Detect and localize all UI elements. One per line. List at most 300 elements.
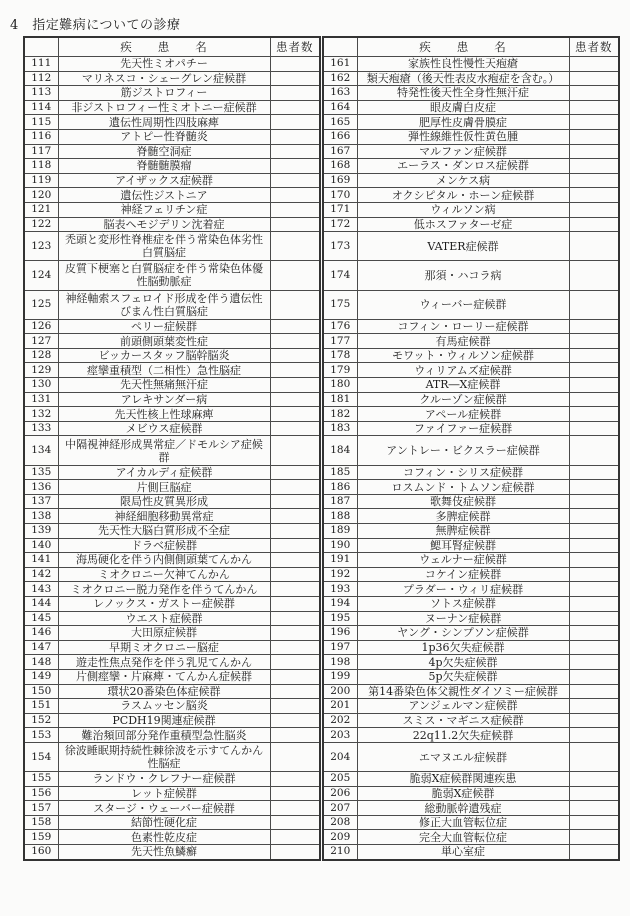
patient-count-column-header: 患者数: [270, 37, 320, 57]
patient-count-cell: [270, 815, 320, 830]
patient-count-cell: [270, 129, 320, 144]
disease-row: [323, 348, 619, 363]
patient-count-cell: [569, 86, 619, 101]
disease-number: 185: [323, 465, 357, 480]
patient-count-cell: [569, 232, 619, 261]
disease-row: [323, 392, 619, 407]
disease-row: [323, 261, 619, 290]
disease-name: ラスムッセン脳炎: [58, 699, 270, 714]
disease-name: ソトス症候群: [357, 596, 569, 611]
disease-row: [323, 129, 619, 144]
disease-name: 眼皮膚白皮症: [357, 100, 569, 115]
disease-number: 195: [323, 611, 357, 626]
disease-name: 先天性魚鱗癬: [58, 845, 270, 860]
disease-row: [24, 815, 320, 830]
disease-name: 脆弱X症候群関連疾患: [357, 772, 569, 787]
disease-name: レット症候群: [58, 786, 270, 801]
disease-number: 206: [323, 786, 357, 801]
patient-count-cell: [569, 509, 619, 524]
disease-number: 176: [323, 319, 357, 334]
disease-row: [323, 407, 619, 422]
patient-count-cell: [270, 202, 320, 217]
disease-number: 160: [24, 845, 58, 860]
disease-name: 遺伝性ジストニア: [58, 188, 270, 203]
disease-row: [323, 217, 619, 232]
disease-row: [323, 567, 619, 582]
disease-name: 遊走性焦点発作を伴う乳児てんかん: [58, 655, 270, 670]
disease-name: クルーゾン症候群: [357, 392, 569, 407]
patient-count-cell: [569, 100, 619, 115]
disease-row: [323, 845, 619, 860]
disease-number: 198: [323, 655, 357, 670]
patient-count-cell: [270, 115, 320, 130]
disease-row: [24, 334, 320, 349]
disease-number: 115: [24, 115, 58, 130]
disease-row: [24, 640, 320, 655]
disease-number: 210: [323, 845, 357, 860]
patient-count-cell: [569, 524, 619, 539]
disease-row: [323, 159, 619, 174]
disease-row: [24, 348, 320, 363]
disease-name: ウエスト症候群: [58, 611, 270, 626]
patient-count-cell: [270, 188, 320, 203]
disease-row: [24, 567, 320, 582]
disease-name: 神経軸索スフェロイド形成を伴う遺伝性びまん性白質脳症: [58, 290, 270, 319]
disease-row: [323, 494, 619, 509]
patient-count-cell: [569, 363, 619, 378]
disease-number: 134: [24, 436, 58, 465]
disease-number: 193: [323, 582, 357, 597]
disease-name: ファイファー症候群: [357, 421, 569, 436]
disease-row: [323, 801, 619, 816]
disease-number: 120: [24, 188, 58, 203]
disease-name: エマヌエル症候群: [357, 742, 569, 771]
disease-name: 那須・ハコラ病: [357, 261, 569, 290]
patient-count-cell: [569, 421, 619, 436]
disease-row: [24, 378, 320, 393]
disease-name: 1p36欠失症候群: [357, 640, 569, 655]
disease-number: 118: [24, 159, 58, 174]
disease-number: 197: [323, 640, 357, 655]
disease-name: 中隔視神経形成異常症／ドモルシア症候群: [58, 436, 270, 465]
disease-number: 179: [323, 363, 357, 378]
disease-row: [24, 480, 320, 495]
disease-number: 119: [24, 173, 58, 188]
disease-name: 筋ジストロフィー: [58, 86, 270, 101]
disease-row: [24, 261, 320, 290]
disease-name: コケイン症候群: [357, 567, 569, 582]
disease-table-left: [23, 36, 321, 861]
disease-number: 114: [24, 100, 58, 115]
patient-count-cell: [569, 188, 619, 203]
disease-name: 皮質下梗塞と白質脳症を伴う常染色体優性脳動脈症: [58, 261, 270, 290]
disease-name: 神経細胞移動異常症: [58, 509, 270, 524]
patient-count-cell: [270, 801, 320, 816]
patient-count-cell: [270, 567, 320, 582]
disease-row: [323, 465, 619, 480]
patient-count-cell: [569, 334, 619, 349]
disease-number: 162: [323, 71, 357, 86]
disease-name: ウェルナー症候群: [357, 553, 569, 568]
patient-count-cell: [270, 290, 320, 319]
disease-row: [323, 742, 619, 771]
disease-row: [24, 786, 320, 801]
patient-count-cell: [270, 524, 320, 539]
disease-number: 121: [24, 202, 58, 217]
disease-name: 肥厚性皮膚骨膜症: [357, 115, 569, 130]
patient-count-cell: [569, 159, 619, 174]
disease-name: アンジェルマン症候群: [357, 699, 569, 714]
disease-number: 170: [323, 188, 357, 203]
disease-name: 鰓耳腎症候群: [357, 538, 569, 553]
disease-row: [24, 772, 320, 787]
patient-count-cell: [569, 290, 619, 319]
patient-count-cell: [270, 407, 320, 422]
patient-count-cell: [270, 640, 320, 655]
disease-number: 150: [24, 684, 58, 699]
disease-name: 第14番染色体父親性ダイソミー症候群: [357, 684, 569, 699]
disease-name: アペール症候群: [357, 407, 569, 422]
disease-number: 166: [323, 129, 357, 144]
disease-name: 大田原症候群: [58, 626, 270, 641]
disease-row: [24, 699, 320, 714]
disease-number: 204: [323, 742, 357, 771]
disease-number: 152: [24, 713, 58, 728]
disease-row: [24, 611, 320, 626]
patient-count-cell: [270, 71, 320, 86]
patient-count-cell: [270, 480, 320, 495]
disease-number: 151: [24, 699, 58, 714]
patient-count-cell: [569, 772, 619, 787]
patient-count-cell: [569, 465, 619, 480]
patient-count-cell: [270, 786, 320, 801]
patient-count-cell: [270, 159, 320, 174]
page-title: 4 指定難病についての診療: [10, 18, 181, 33]
patient-count-cell: [569, 830, 619, 845]
disease-name: 限局性皮質異形成: [58, 494, 270, 509]
disease-row: [323, 378, 619, 393]
disease-number: 148: [24, 655, 58, 670]
disease-name: アントレー・ビクスラー症候群: [357, 436, 569, 465]
disease-row: [24, 290, 320, 319]
patient-count-cell: [270, 465, 320, 480]
patient-count-cell: [270, 538, 320, 553]
patient-count-cell: [270, 144, 320, 159]
patient-count-cell: [569, 684, 619, 699]
disease-row: [24, 57, 320, 72]
patient-count-cell: [270, 582, 320, 597]
disease-name: モワット・ウィルソン症候群: [357, 348, 569, 363]
disease-name: メビウス症候群: [58, 421, 270, 436]
patient-count-cell: [270, 611, 320, 626]
patient-count-cell: [569, 202, 619, 217]
disease-row: [323, 655, 619, 670]
patient-count-cell: [270, 772, 320, 787]
disease-row: [24, 71, 320, 86]
patient-count-cell: [270, 684, 320, 699]
patient-count-cell: [569, 480, 619, 495]
disease-row: [24, 553, 320, 568]
patient-count-cell: [569, 786, 619, 801]
patient-count-cell: [569, 801, 619, 816]
disease-name: 脳表ヘモジデリン沈着症: [58, 217, 270, 232]
disease-name: ヌーナン症候群: [357, 611, 569, 626]
disease-number: 137: [24, 494, 58, 509]
disease-number: 141: [24, 553, 58, 568]
disease-number: 196: [323, 626, 357, 641]
disease-row: [323, 188, 619, 203]
patient-count-cell: [270, 100, 320, 115]
patient-count-cell: [569, 815, 619, 830]
disease-number: 124: [24, 261, 58, 290]
disease-row: [323, 786, 619, 801]
disease-name: プラダー・ウィリ症候群: [357, 582, 569, 597]
disease-row: [24, 100, 320, 115]
patient-count-cell: [569, 71, 619, 86]
disease-row: [24, 524, 320, 539]
disease-name: レノックス・ガストー症候群: [58, 596, 270, 611]
disease-number: 209: [323, 830, 357, 845]
patient-count-cell: [569, 261, 619, 290]
disease-name: エーラス・ダンロス症候群: [357, 159, 569, 174]
disease-row: [323, 115, 619, 130]
disease-number: 168: [323, 159, 357, 174]
disease-row: [24, 801, 320, 816]
disease-row: [24, 845, 320, 860]
disease-number: 191: [323, 553, 357, 568]
disease-row: [323, 582, 619, 597]
disease-name: アイザックス症候群: [58, 173, 270, 188]
disease-number: 149: [24, 669, 58, 684]
disease-name: メンケス病: [357, 173, 569, 188]
disease-number: 127: [24, 334, 58, 349]
disease-row: [323, 173, 619, 188]
disease-row: [323, 596, 619, 611]
disease-row: [323, 538, 619, 553]
patient-count-cell: [270, 86, 320, 101]
patient-count-cell: [569, 115, 619, 130]
disease-name: ATR―X症候群: [357, 378, 569, 393]
disease-name: 脊髄空洞症: [58, 144, 270, 159]
disease-row: [323, 713, 619, 728]
patient-count-cell: [569, 669, 619, 684]
patient-count-cell: [270, 553, 320, 568]
disease-name: PCDH19関連症候群: [58, 713, 270, 728]
patient-count-cell: [270, 363, 320, 378]
disease-row: [323, 319, 619, 334]
patient-count-cell: [569, 728, 619, 743]
disease-number: 174: [323, 261, 357, 290]
disease-row: [323, 334, 619, 349]
disease-name: 特発性後天性全身性無汗症: [357, 86, 569, 101]
disease-row: [323, 830, 619, 845]
disease-number: 169: [323, 173, 357, 188]
disease-number: 133: [24, 421, 58, 436]
disease-name: 先天性無痛無汗症: [58, 378, 270, 393]
disease-row: [323, 772, 619, 787]
disease-number: 123: [24, 232, 58, 261]
disease-name: VATER症候群: [357, 232, 569, 261]
disease-name: 海馬硬化を伴う内側側頭葉てんかん: [58, 553, 270, 568]
disease-number: 186: [323, 480, 357, 495]
disease-row: [24, 684, 320, 699]
disease-name: スタージ・ウェーバー症候群: [58, 801, 270, 816]
disease-number: 139: [24, 524, 58, 539]
disease-number: 140: [24, 538, 58, 553]
disease-number: 207: [323, 801, 357, 816]
disease-row: [24, 421, 320, 436]
disease-name: 家族性良性慢性天疱瘡: [357, 57, 569, 72]
disease-row: [24, 173, 320, 188]
disease-number: 113: [24, 86, 58, 101]
disease-name: ランドウ・クレフナー症候群: [58, 772, 270, 787]
patient-count-cell: [569, 640, 619, 655]
disease-number: 147: [24, 640, 58, 655]
disease-number: 125: [24, 290, 58, 319]
disease-number: 131: [24, 392, 58, 407]
disease-row: [24, 830, 320, 845]
disease-number: 145: [24, 611, 58, 626]
disease-number: 187: [323, 494, 357, 509]
disease-number: 205: [323, 772, 357, 787]
disease-number: 122: [24, 217, 58, 232]
disease-name: マルファン症候群: [357, 144, 569, 159]
disease-number: 184: [323, 436, 357, 465]
disease-row: [24, 436, 320, 465]
disease-name: 早期ミオクロニー脳症: [58, 640, 270, 655]
disease-name: 脊髄髄膜瘤: [58, 159, 270, 174]
disease-name: 無脾症候群: [357, 524, 569, 539]
patient-count-cell: [569, 173, 619, 188]
disease-number: 192: [323, 567, 357, 582]
disease-name: ドラベ症候群: [58, 538, 270, 553]
disease-number: 201: [323, 699, 357, 714]
patient-count-cell: [270, 596, 320, 611]
disease-number: 173: [323, 232, 357, 261]
disease-number: 177: [323, 334, 357, 349]
disease-number: 172: [323, 217, 357, 232]
disease-row: [323, 232, 619, 261]
disease-name: 環状20番染色体症候群: [58, 684, 270, 699]
disease-row: [323, 144, 619, 159]
disease-row: [24, 363, 320, 378]
patient-count-cell: [270, 378, 320, 393]
disease-name: 先天性大脳白質形成不全症: [58, 524, 270, 539]
disease-name: ウィーバー症候群: [357, 290, 569, 319]
disease-number: 159: [24, 830, 58, 845]
disease-row: [24, 655, 320, 670]
disease-name: ヤング・シンプソン症候群: [357, 626, 569, 641]
disease-row: [323, 728, 619, 743]
disease-number: 135: [24, 465, 58, 480]
disease-row: [323, 290, 619, 319]
disease-row: [323, 421, 619, 436]
disease-number: 146: [24, 626, 58, 641]
disease-name: コフィン・ローリー症候群: [357, 319, 569, 334]
disease-name: 脆弱X症候群: [357, 786, 569, 801]
disease-row: [24, 217, 320, 232]
disease-number: 189: [323, 524, 357, 539]
disease-number: 208: [323, 815, 357, 830]
disease-name: 低ホスファターゼ症: [357, 217, 569, 232]
disease-number: 143: [24, 582, 58, 597]
disease-number: 144: [24, 596, 58, 611]
disease-number: 153: [24, 728, 58, 743]
disease-number: 164: [323, 100, 357, 115]
disease-row: [323, 684, 619, 699]
disease-row: [24, 494, 320, 509]
disease-name: 遺伝性周期性四肢麻痺: [58, 115, 270, 130]
disease-number: 126: [24, 319, 58, 334]
disease-row: [24, 713, 320, 728]
patient-count-cell: [569, 699, 619, 714]
disease-row: [24, 728, 320, 743]
patient-count-cell: [270, 319, 320, 334]
disease-row: [24, 115, 320, 130]
patient-count-cell: [569, 436, 619, 465]
disease-name: 5p欠失症候群: [357, 669, 569, 684]
disease-row: [24, 159, 320, 174]
disease-row: [323, 699, 619, 714]
patient-count-column-header: 患者数: [569, 37, 619, 57]
patient-count-cell: [569, 611, 619, 626]
disease-row: [24, 319, 320, 334]
patient-count-cell: [569, 553, 619, 568]
patient-count-cell: [569, 144, 619, 159]
disease-name: 神経フェリチン症: [58, 202, 270, 217]
disease-row: [323, 640, 619, 655]
patient-count-cell: [270, 509, 320, 524]
disease-row: [323, 363, 619, 378]
disease-number: 117: [24, 144, 58, 159]
patient-count-cell: [270, 713, 320, 728]
disease-number: 203: [323, 728, 357, 743]
disease-name: アレキサンダー病: [58, 392, 270, 407]
disease-number: 129: [24, 363, 58, 378]
disease-row: [323, 100, 619, 115]
disease-row: [24, 742, 320, 771]
patient-count-cell: [569, 129, 619, 144]
disease-name: 22q11.2欠失症候群: [357, 728, 569, 743]
disease-name: 難治頻回部分発作重積型急性脳炎: [58, 728, 270, 743]
patient-count-cell: [270, 57, 320, 72]
disease-number: 188: [323, 509, 357, 524]
patient-count-cell: [270, 261, 320, 290]
patient-count-cell: [270, 669, 320, 684]
disease-name: 弾性線維性仮性黄色腫: [357, 129, 569, 144]
patient-count-cell: [270, 173, 320, 188]
disease-row: [24, 509, 320, 524]
disease-number: 163: [323, 86, 357, 101]
disease-number: 180: [323, 378, 357, 393]
disease-name: ミオクロニー脱力発作を伴うてんかん: [58, 582, 270, 597]
patient-count-cell: [270, 845, 320, 860]
patient-count-cell: [270, 334, 320, 349]
disease-row: [24, 129, 320, 144]
disease-number: 138: [24, 509, 58, 524]
disease-row: [24, 596, 320, 611]
disease-number: 175: [323, 290, 357, 319]
disease-name: 結節性硬化症: [58, 815, 270, 830]
disease-name: 色素性乾皮症: [58, 830, 270, 845]
disease-name: アイカルディ症候群: [58, 465, 270, 480]
disease-name-column-header: 疾 患 名: [357, 37, 569, 57]
disease-row: [323, 815, 619, 830]
disease-number: 202: [323, 713, 357, 728]
disease-name: ウィルソン病: [357, 202, 569, 217]
patient-count-cell: [569, 582, 619, 597]
patient-count-cell: [569, 348, 619, 363]
